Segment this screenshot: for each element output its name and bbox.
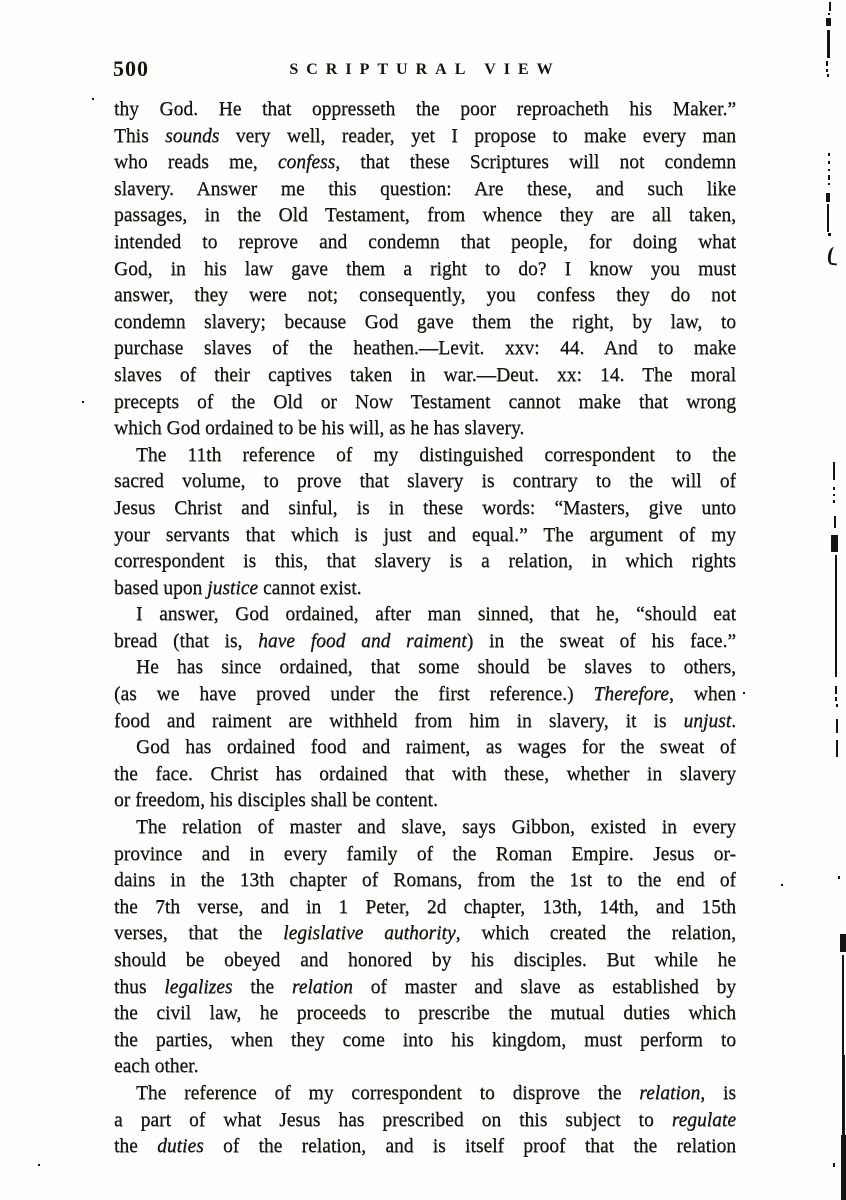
scan-artifact xyxy=(826,61,828,66)
text-line: the civil law, he proceeds to prescribe the mutual duties which xyxy=(114,1003,736,1025)
text-line: food and raiment are withheld from him in slavery, it is unjust. xyxy=(114,710,736,732)
scan-artifact xyxy=(842,1055,845,1140)
text-line: each other. xyxy=(114,1056,199,1078)
text-block xyxy=(114,97,736,1161)
text-line: province and in every family of the Roman Empire. Jesus or- xyxy=(114,843,736,865)
scan-artifact xyxy=(781,884,783,886)
scan-artifact xyxy=(828,233,831,236)
text-line: (as we have proved under the first reference.) Therefore, when xyxy=(114,684,736,706)
scan-artifact xyxy=(828,13,830,15)
paragraph xyxy=(114,602,736,655)
scan-artifact xyxy=(834,516,836,528)
text-line: slavery. Answer me this question: Are these, and such like xyxy=(114,178,736,200)
paragraph xyxy=(114,443,736,603)
text-line: God, in his law gave them a right to do? I know you must xyxy=(114,258,736,280)
paragraph xyxy=(114,815,736,1081)
scan-artifact xyxy=(835,555,837,677)
text-line: the duties of the relation, and is itself proof that the relation xyxy=(114,1136,736,1158)
paragraph xyxy=(114,655,736,735)
text-line: He has since ordained, that some should be slaves to others, xyxy=(136,657,736,679)
scan-artifact xyxy=(827,30,830,58)
text-line: Jesus Christ and sinful, is in these words: “Masters, give unto xyxy=(114,497,736,519)
scan-artifact xyxy=(826,69,828,72)
text-line: God has ordained food and raiment, as wages for the sweat of xyxy=(136,737,736,759)
paragraph xyxy=(114,735,736,815)
text-line: purchase slaves of the heathen.—Levit. xxv: 44. And to make xyxy=(114,338,736,360)
scan-artifact xyxy=(826,18,831,26)
text-line: your servants that which is just and equal.” The argument of my xyxy=(114,524,736,546)
scan-artifact xyxy=(840,934,846,952)
scan-artifact xyxy=(836,719,838,733)
text-line: The reference of my correspondent to disprove the relation, is xyxy=(136,1082,736,1104)
scan-artifact xyxy=(841,1135,846,1200)
scan-artifact xyxy=(829,2,831,11)
text-line: a part of what Jesus has prescribed on this subject to regulate xyxy=(114,1109,736,1131)
scan-artifact xyxy=(835,697,837,701)
text-line: bread (that is, have food and raiment) in the sweat of his face.” xyxy=(114,630,736,652)
scan-artifact xyxy=(827,74,829,77)
scan-artifact xyxy=(38,1164,40,1166)
scan-artifact xyxy=(833,462,835,480)
scan-artifact xyxy=(833,494,835,496)
scan-artifact xyxy=(838,876,840,879)
text-line: answer, they were not; consequently, you confess they do not xyxy=(114,285,736,307)
text-line: I answer, God ordained, after man sinned, that he, “should eat xyxy=(136,604,736,626)
scan-artifact xyxy=(831,535,838,552)
scan-artifact xyxy=(828,183,830,185)
text-line: precepts of the Old or Now Testament cannot make that wrong xyxy=(114,391,736,413)
text-line: thus legalizes the relation of master and slave as established by xyxy=(114,976,736,998)
text-line: verses, that the legislative authority, which created the relation, xyxy=(114,923,736,945)
text-line: passages, in the Old Testament, from whence they are all taken, xyxy=(114,205,736,227)
scan-artifact xyxy=(827,246,839,265)
text-line: The 11th reference of my distinguished correspondent to the xyxy=(136,444,736,466)
text-line: sacred volume, to prove that slavery is contrary to the will of xyxy=(114,471,736,493)
text-line: intended to reprove and condemn that people, for doing what xyxy=(114,231,736,253)
scan-artifact xyxy=(92,98,94,100)
text-line: dains in the 13th chapter of Romans, from the 1st to the end of xyxy=(114,870,736,892)
scan-artifact xyxy=(828,169,830,171)
scan-artifact xyxy=(833,487,835,490)
scan-artifact xyxy=(836,740,838,757)
text-line: slaves of their captives taken in war.—Deut. xx: 14. The moral xyxy=(114,364,736,386)
scan-artifact xyxy=(827,204,829,232)
text-line: the 7th verse, and in 1 Peter, 2d chapter, 13th, 14th, and 15th xyxy=(114,896,736,918)
text-line: should be obeyed and honored by his disciples. But while he xyxy=(114,950,736,971)
scan-artifact xyxy=(828,175,830,180)
scan-artifact xyxy=(828,153,830,156)
text-line: correspondent is this, that slavery is a relation, in which rights xyxy=(114,551,736,573)
text-line: or freedom, his disciples shall be content. xyxy=(114,790,438,812)
scan-artifact xyxy=(833,1163,835,1167)
scan-artifact xyxy=(828,161,830,164)
text-line: the parties, when they come into his kingdom, must perform to xyxy=(114,1029,736,1051)
scan-artifact xyxy=(743,692,745,694)
text-line: thy God. He that oppresseth the poor reproacheth his Maker.” xyxy=(114,99,736,120)
running-header: SCRIPTURAL VIEW xyxy=(289,61,561,78)
paragraph xyxy=(114,1081,736,1161)
page-number: 500 xyxy=(113,56,149,81)
scan-artifact xyxy=(833,500,835,503)
text-line: who reads me, confess, that these Scriptures will not condemn xyxy=(114,152,736,174)
scan-artifact xyxy=(836,704,838,707)
scan-artifact xyxy=(835,686,837,694)
text-line: This sounds very well, reader, yet I propose to make every man xyxy=(114,125,736,147)
text-line: which God ordained to be his will, as he has slavery. xyxy=(114,418,525,440)
scan-artifact xyxy=(826,193,830,202)
scan-artifact xyxy=(842,955,844,1055)
paragraph xyxy=(114,97,736,443)
scan-artifact xyxy=(82,401,84,403)
text-line: condemn slavery; because God gave them the right, by law, to xyxy=(114,311,736,333)
text-line: based upon justice cannot exist. xyxy=(114,577,362,599)
text-line: the face. Christ has ordained that with these, whether in slavery xyxy=(114,763,736,785)
text-line: The relation of master and slave, says Gibbon, existed in every xyxy=(136,817,736,839)
